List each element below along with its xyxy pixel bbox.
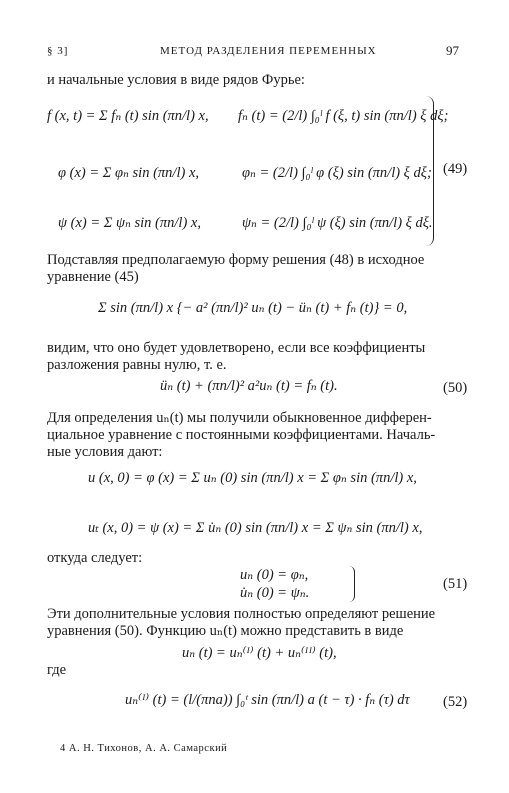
- page-number: 97: [446, 43, 459, 58]
- equation-psi-series: ψ (x) = Σ ψₙ sin (πn/l) x,: [58, 215, 201, 231]
- equation-number-50: (50): [443, 380, 468, 396]
- paragraph-determine-line1: Эти дополнительные условия полностью определяют решение: [47, 606, 436, 622]
- equation-51-b: u̇ₙ (0) = ψₙ.: [240, 585, 310, 601]
- paragraph-where: где: [47, 662, 67, 678]
- right-brace-51: [346, 566, 355, 602]
- right-brace-49: [423, 96, 434, 246]
- equation-substituted: Σ sin (πn/l) x {− a² (πn/l)² uₙ (t) − üₙ (t) + fₙ (t)} = 0,: [98, 300, 408, 316]
- equation-f-series: f (x, t) = Σ fₙ (t) sin (πn/l) x,: [47, 108, 209, 124]
- equation-number-51: (51): [443, 576, 468, 592]
- paragraph-coefficients-line2: разложения равны нулю, т. е.: [47, 357, 227, 373]
- equation-phin-coefficient: φₙ = (2/l) ∫₀ˡ φ (ξ) sin (πn/l) ξ dξ;: [242, 165, 432, 181]
- paragraph-determine-line2: уравнения (50). Функцию uₙ(t) можно представить в виде: [47, 623, 404, 639]
- equation-initial-displacement: u (x, 0) = φ (x) = Σ uₙ (0) sin (πn/l) x = Σ φₙ sin (πn/l) x,: [88, 470, 417, 486]
- equation-52: uₙ⁽ᴵ⁾ (t) = (l/(πna)) ∫₀ᵗ sin (πn/l) a (t − τ) · fₙ (τ) dτ: [125, 692, 410, 708]
- equation-initial-velocity: uₜ (x, 0) = ψ (x) = Σ u̇ₙ (0) sin (πn/l) x = Σ ψₙ sin (πn/l) x,: [88, 520, 423, 536]
- equation-51-a: uₙ (0) = φₙ,: [240, 567, 309, 583]
- section-marker: § 3]: [47, 45, 69, 57]
- equation-number-52: (52): [443, 694, 468, 710]
- equation-phi-series: φ (x) = Σ φₙ sin (πn/l) x,: [58, 165, 199, 181]
- equation-fn-coefficient: fₙ (t) = (2/l) ∫₀ˡ f (ξ, t) sin (πn/l) ξ dξ;: [238, 108, 449, 124]
- footer-signature: 4 А. Н. Тихонов, А. А. Самарский: [60, 743, 228, 754]
- equation-solution-split: uₙ (t) = uₙ⁽ᴵ⁾ (t) + uₙ⁽ᴵᴵ⁾ (t),: [182, 645, 337, 661]
- equation-50: üₙ (t) + (πn/l)² a²uₙ (t) = fₙ (t).: [160, 378, 338, 394]
- paragraph-ode-line2: циальное уравнение с постоянными коэффициентами. Началь-: [47, 427, 436, 443]
- paragraph-substitution-line1: Подставляя предполагаемую форму решения (48) в исходное: [47, 252, 425, 268]
- equation-number-49: (49): [443, 161, 468, 177]
- paragraph-ode-line3: ные условия дают:: [47, 444, 163, 460]
- paragraph-ode-line1: Для определения uₙ(t) мы получили обыкновенное дифферен-: [47, 410, 432, 426]
- paragraph-intro: и начальные условия в виде рядов Фурье:: [47, 72, 305, 88]
- paragraph-coefficients-line1: видим, что оно будет удовлетворено, если все коэффициенты: [47, 340, 426, 356]
- paragraph-substitution-line2: уравнение (45): [47, 269, 139, 285]
- paragraph-hence: откуда следует:: [47, 550, 143, 566]
- running-title: МЕТОД РАЗДЕЛЕНИЯ ПЕРЕМЕННЫХ: [160, 45, 377, 57]
- equation-psin-coefficient: ψₙ = (2/l) ∫₀ˡ ψ (ξ) sin (πn/l) ξ dξ.: [242, 215, 433, 231]
